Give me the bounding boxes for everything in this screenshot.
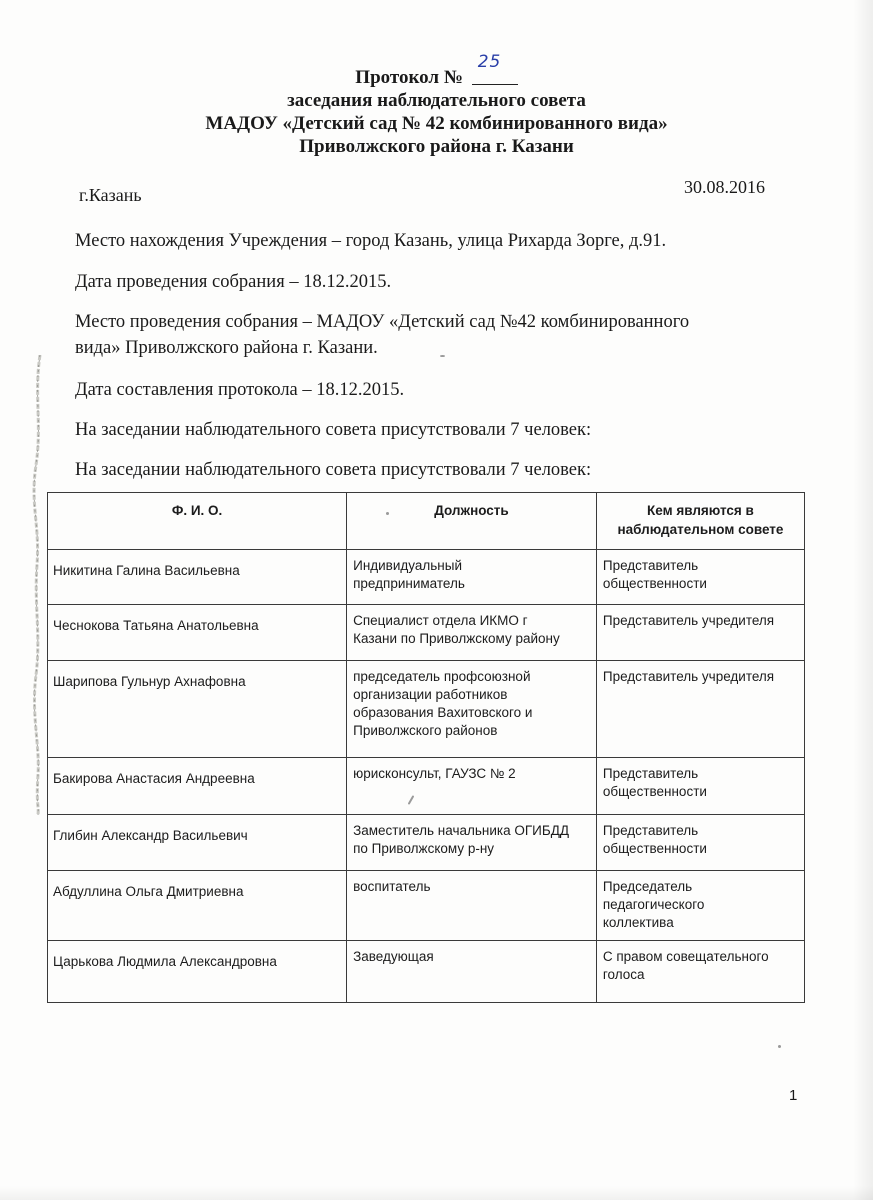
info-location: Место нахождения Учреждения – город Казань, улица Рихарда Зорге, д.91. bbox=[75, 231, 667, 251]
member-position-line: Заместитель начальника ОГИБДД bbox=[353, 823, 570, 838]
header-role bbox=[596, 493, 804, 550]
header-name-text: Ф. И. О. bbox=[171, 503, 223, 518]
member-position-line: образования Вахитовского и bbox=[353, 705, 533, 720]
member-role-line: педагогического bbox=[602, 897, 705, 912]
cell-position bbox=[347, 661, 597, 758]
member-role bbox=[597, 941, 804, 988]
member-position bbox=[347, 815, 596, 862]
cell-name bbox=[48, 871, 347, 941]
page-edge-shadow bbox=[853, 0, 873, 1200]
cell-name bbox=[48, 815, 347, 871]
member-position-line: воспитатель bbox=[353, 879, 431, 894]
protocol-number-handwritten: 25 bbox=[477, 52, 502, 72]
page-number: 1 bbox=[789, 1087, 798, 1104]
protocol-number-blank bbox=[472, 52, 518, 85]
info-meeting-date: Дата проведения собрания – 18.12.2015. bbox=[75, 272, 392, 292]
members-table bbox=[47, 492, 805, 1003]
member-position-line: Специалист отдела ИКМО г bbox=[353, 613, 528, 628]
member-role-line: Представитель учредителя bbox=[602, 613, 775, 628]
table-row bbox=[48, 871, 805, 941]
cell-role bbox=[596, 661, 804, 758]
cell-role bbox=[596, 815, 804, 871]
document-date: 30.08.2016 bbox=[684, 177, 765, 197]
member-name: Абдуллина Ольга Дмитриевна bbox=[53, 884, 244, 899]
cell-role bbox=[596, 550, 804, 605]
member-role bbox=[597, 758, 804, 805]
member-position bbox=[347, 871, 596, 900]
member-name: Глибин Александр Васильевич bbox=[53, 828, 248, 843]
member-role-line: коллектива bbox=[602, 915, 674, 930]
header-role-line2: наблюдательном совете bbox=[617, 522, 784, 537]
scan-speck bbox=[778, 1045, 781, 1048]
header-line-council: заседания наблюдательного совета bbox=[287, 90, 586, 111]
member-position-line: Приволжского районов bbox=[353, 723, 498, 738]
scan-speck bbox=[386, 512, 389, 515]
member-position-line: председатель профсоюзной bbox=[353, 669, 531, 684]
member-position bbox=[347, 550, 596, 597]
info-protocol-date: Дата составления протокола – 18.12.2015. bbox=[75, 380, 405, 400]
member-role-line: Председатель bbox=[602, 879, 693, 894]
header-line-district: Приволжского района г. Казани bbox=[299, 136, 574, 157]
cell-role bbox=[596, 871, 804, 941]
cell-name bbox=[48, 550, 347, 605]
cell-role bbox=[596, 758, 804, 815]
member-role-line: Представитель учредителя bbox=[602, 669, 775, 684]
cell-position bbox=[347, 605, 597, 661]
cell-position bbox=[347, 815, 597, 871]
member-role-line: Представитель bbox=[602, 558, 699, 573]
member-name: Царькова Людмила Александровна bbox=[53, 954, 277, 969]
member-position bbox=[347, 941, 596, 970]
member-position-line: предприниматель bbox=[353, 576, 465, 591]
header-position bbox=[347, 493, 597, 550]
table-row bbox=[48, 815, 805, 871]
cell-name bbox=[48, 661, 347, 758]
member-position-line: юрисконсульт, ГАУЗС № 2 bbox=[353, 766, 516, 781]
member-role-line: общественности bbox=[602, 784, 707, 799]
header-role-line1: Кем являются в bbox=[647, 503, 754, 518]
member-position bbox=[347, 661, 596, 744]
table-header-row bbox=[48, 493, 805, 550]
member-role bbox=[597, 550, 804, 597]
cell-position bbox=[347, 941, 597, 1003]
table-row bbox=[48, 550, 805, 605]
member-role-line: Представитель bbox=[602, 766, 699, 781]
member-position-line: Заведующая bbox=[353, 949, 434, 964]
member-role bbox=[597, 815, 804, 862]
info-attendance-1: На заседании наблюдательного совета присутствовали 7 человек: bbox=[75, 420, 592, 440]
cell-name bbox=[48, 758, 347, 815]
table-body bbox=[48, 550, 805, 1003]
member-role-line: общественности bbox=[602, 576, 707, 591]
member-position-line: организации работников bbox=[353, 687, 508, 702]
cell-role bbox=[596, 605, 804, 661]
info-venue-line2: вида» Приволжского района г. Казани. bbox=[75, 338, 378, 358]
table-row bbox=[48, 941, 805, 1003]
member-role bbox=[597, 661, 804, 690]
member-name: Чеснокова Татьяна Анатольевна bbox=[53, 618, 259, 633]
table-row bbox=[48, 661, 805, 758]
member-role-line: Представитель bbox=[602, 823, 699, 838]
table-row bbox=[48, 605, 805, 661]
header-name bbox=[48, 493, 347, 550]
cell-position bbox=[347, 758, 597, 815]
document-header bbox=[0, 52, 873, 158]
member-position-line: Казани по Приволжскому району bbox=[353, 631, 560, 646]
table-row bbox=[48, 758, 805, 815]
member-position-line: Индивидуальный bbox=[353, 558, 462, 573]
protocol-label: Протокол № bbox=[355, 67, 463, 88]
member-role bbox=[597, 871, 804, 936]
cell-name bbox=[48, 605, 347, 661]
header-position-text: Должность bbox=[434, 503, 509, 518]
member-role bbox=[597, 605, 804, 634]
member-role-line: общественности bbox=[602, 841, 707, 856]
member-role-line: С правом совещательного bbox=[602, 949, 769, 964]
page-bottom-shadow bbox=[0, 1186, 873, 1200]
member-position-line: по Приволжскому р-ну bbox=[353, 841, 495, 856]
cell-position bbox=[347, 550, 597, 605]
info-venue-line1: Место проведения собрания – МАДОУ «Детский сад №42 комбинированного bbox=[75, 312, 690, 332]
info-attendance-2: На заседании наблюдательного совета присутствовали 7 человек: bbox=[75, 460, 592, 480]
cell-name bbox=[48, 941, 347, 1003]
header-line-institution: МАДОУ «Детский сад № 42 комбинированного вида» bbox=[205, 113, 668, 134]
member-name: Никитина Галина Васильевна bbox=[53, 563, 240, 578]
member-role-line: голоса bbox=[602, 967, 645, 982]
member-position bbox=[347, 758, 596, 787]
cell-role bbox=[596, 941, 804, 1003]
protocol-title bbox=[0, 52, 873, 89]
header-role-text bbox=[597, 493, 804, 539]
member-name: Бакирова Анастасия Андреевна bbox=[53, 771, 255, 786]
member-position bbox=[347, 605, 596, 652]
document-city: г.Казань bbox=[79, 185, 142, 205]
member-name: Шарипова Гульнур Ахнафовна bbox=[53, 674, 246, 689]
cell-position bbox=[347, 871, 597, 941]
scan-speck bbox=[440, 355, 445, 357]
